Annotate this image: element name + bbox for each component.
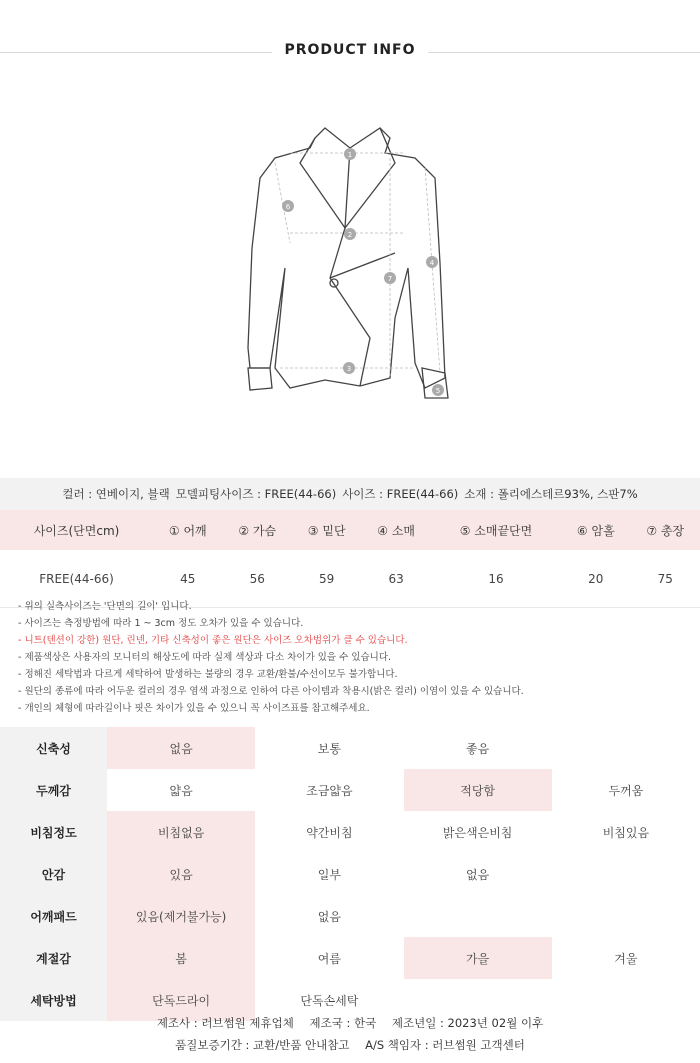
footer-maker: 제조사 : 러브썸원 제휴업체 xyxy=(156,1016,294,1030)
spec-bar xyxy=(0,478,700,510)
fabric-option: 좋음 xyxy=(466,741,490,756)
jacket-diagram-icon xyxy=(230,118,470,418)
fabric-option: 얇음 xyxy=(169,783,193,798)
footer-info xyxy=(0,1012,700,1056)
fabric-label: 세탁방법 xyxy=(0,979,107,1021)
size-header-cell: ⑤ 소매끝단면 xyxy=(431,510,561,550)
footer-as: A/S 책임자 : 러브썸원 고객센터 xyxy=(365,1038,525,1052)
note-item: - 위의 실측사이즈는 '단면의 길이' 입니다. xyxy=(18,601,192,612)
fabric-option: 없음 xyxy=(466,867,490,882)
fabric-row xyxy=(0,727,700,769)
fabric-row xyxy=(0,895,700,937)
footer-line-2 xyxy=(0,1034,700,1056)
fabric-option xyxy=(552,895,700,937)
fabric-info-table xyxy=(0,727,700,1021)
size-cell: 59 xyxy=(292,550,361,608)
size-cell: 56 xyxy=(223,550,292,608)
fabric-option: 단독손세탁 xyxy=(300,993,359,1008)
size-cell: 75 xyxy=(631,550,700,608)
divider-right xyxy=(428,52,700,53)
product-info-header xyxy=(0,0,700,105)
fabric-label: 두께감 xyxy=(0,769,107,811)
note-item: - 사이즈는 측정방법에 따라 1 ~ 3cm 정도 오차가 있을 수 있습니다. xyxy=(18,618,304,629)
footer-line-1 xyxy=(0,1012,700,1034)
note-item: - 제품색상은 사용자의 모니터의 해상도에 따라 실제 색상과 다소 차이가 있을 수 있습니다. xyxy=(18,652,392,663)
fabric-option: 있음(제거불가능) xyxy=(107,895,255,937)
size-header-cell: ④ 소매 xyxy=(361,510,430,550)
fabric-option: 조금얇음 xyxy=(306,783,353,798)
fabric-option: 여름 xyxy=(317,951,341,966)
size-header-cell: 사이즈(단면cm) xyxy=(0,510,153,550)
marker-5: 5 xyxy=(435,387,441,395)
fabric-option: 없음 xyxy=(107,727,255,769)
fabric-option: 없음 xyxy=(317,909,341,924)
marker-1: 1 xyxy=(347,151,353,159)
note-item-warning: - 니트(텐션이 강한) 원단, 린넨, 기타 신축성이 좋은 원단은 사이즈 오차범위가 클 수 있습니다. xyxy=(18,635,408,646)
size-header-cell: ③ 밑단 xyxy=(292,510,361,550)
fabric-option: 단독드라이 xyxy=(107,979,255,1021)
fabric-label: 신축성 xyxy=(0,727,107,769)
fabric-option: 두꺼움 xyxy=(608,783,644,798)
fabric-label: 안감 xyxy=(0,853,107,895)
marker-2: 2 xyxy=(347,231,353,239)
marker-4: 4 xyxy=(429,259,435,267)
fabric-option: 겨울 xyxy=(614,951,638,966)
size-header-cell: ① 어깨 xyxy=(153,510,222,550)
fabric-option xyxy=(404,895,552,937)
fabric-option: 가을 xyxy=(404,937,552,979)
size-header-cell: ⑥ 암홀 xyxy=(561,510,630,550)
fabric-option: 보통 xyxy=(317,741,341,756)
fabric-option xyxy=(552,853,700,895)
fabric-option xyxy=(552,727,700,769)
spec-material: 소재 : 폴리에스테르93%, 스판7% xyxy=(464,487,638,501)
fabric-option: 일부 xyxy=(317,867,341,882)
fabric-option: 비침있음 xyxy=(602,825,650,840)
fabric-row xyxy=(0,937,700,979)
fabric-option: 있음 xyxy=(107,853,255,895)
fabric-option: 봄 xyxy=(107,937,255,979)
size-cell: 45 xyxy=(153,550,222,608)
fabric-option: 비침없음 xyxy=(107,811,255,853)
note-item: - 개인의 체형에 따라길이나 핏은 차이가 있을 수 있으니 꼭 사이즈표를 참고해주세요. xyxy=(18,703,370,714)
fabric-label: 계절감 xyxy=(0,937,107,979)
fabric-option: 적당함 xyxy=(404,769,552,811)
note-item: - 정해진 세탁법과 다르게 세탁하여 발생하는 불량의 경우 교환/환불/수선이모두 불가합니다. xyxy=(18,669,398,680)
fabric-row xyxy=(0,853,700,895)
fabric-label: 어깨패드 xyxy=(0,895,107,937)
marker-7: 7 xyxy=(387,275,393,283)
size-header-cell: ② 가슴 xyxy=(223,510,292,550)
fabric-option: 약간비침 xyxy=(306,825,353,840)
size-cell: 16 xyxy=(431,550,561,608)
size-header-cell: ⑦ 총장 xyxy=(631,510,700,550)
footer-warranty: 품질보증기간 : 교환/반품 안내참고 xyxy=(175,1038,350,1052)
fabric-row xyxy=(0,769,700,811)
fabric-label: 비침정도 xyxy=(0,811,107,853)
marker-6: 6 xyxy=(285,203,291,211)
size-cell: 63 xyxy=(361,550,430,608)
size-table xyxy=(0,510,700,608)
size-cell: 20 xyxy=(561,550,630,608)
spec-size: 사이즈 : FREE(44-66) xyxy=(342,487,459,501)
notes-list xyxy=(18,598,688,717)
spec-model-size: 모델피팅사이즈 : FREE(44-66) xyxy=(175,487,337,501)
size-table-header xyxy=(0,510,700,550)
marker-3: 3 xyxy=(346,365,352,373)
spec-color: 컬러 : 연베이지, 블랙 xyxy=(62,487,170,501)
fabric-row xyxy=(0,811,700,853)
size-cell: FREE(44-66) xyxy=(0,550,153,608)
note-item: - 원단의 종류에 따라 어두운 컬러의 경우 염색 과정으로 인하여 다른 아이템과 착용시(밝은 컬러) 이염이 있을 수 있습니다. xyxy=(18,686,524,697)
page-title: PRODUCT INFO xyxy=(284,42,416,58)
footer-date: 제조년일 : 2023년 02월 이후 xyxy=(391,1016,544,1030)
fabric-option: 밝은색은비침 xyxy=(442,825,513,840)
divider-left xyxy=(0,52,272,53)
footer-country: 제조국 : 한국 xyxy=(309,1016,377,1030)
